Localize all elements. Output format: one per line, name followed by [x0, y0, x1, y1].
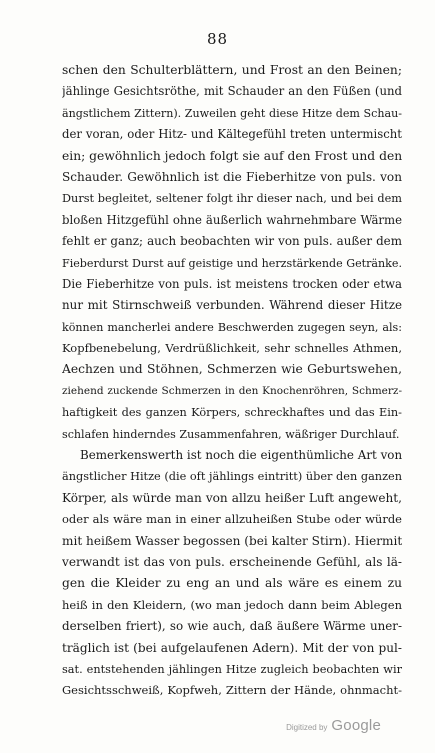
text-line: heiß in den Kleidern, (wo man jedoch dann beim Ablegen: [62, 597, 402, 612]
text-line: Bemerkenswerth ist noch die eigenthümliche Art von: [80, 448, 402, 463]
text-line: Gesichtsschweiß, Kopfweh, Zittern der Hände, ohnmacht-: [62, 683, 402, 698]
digitization-watermark: [286, 717, 381, 734]
text-line: ängstlicher Hitze (die oft jählings eintritt) über den ganzen: [62, 470, 402, 484]
text-line: Aechzen und Stöhnen, Schmerzen wie Geburtswehen,: [62, 362, 402, 377]
google-logo: Google: [331, 717, 381, 734]
text-line: ziehend zuckende Schmerzen in den Knochenröhren, Schmerz-: [62, 384, 402, 397]
text-line: Fieberdurst Durst auf geistige und herzstärkende Getränke.: [62, 256, 402, 270]
text-line: fehlt er ganz; auch beobachten wir von puls. außer dem: [62, 234, 402, 249]
text-line: Kopfbenebelung, Verdrüßlichkeit, sehr schnelles Athmen,: [62, 341, 402, 356]
text-line: Schauder. Gewöhnlich ist die Fieberhitze von puls. von: [62, 169, 402, 184]
text-line: derselben friert), so wie auch, daß äußere Wärme uner-: [62, 619, 402, 634]
text-line: Die Fieberhitze von puls. ist meistens trocken oder etwa: [62, 276, 402, 291]
body-text: [62, 60, 402, 702]
text-line: sat. entstehenden jählingen Hitze zugleich beobachten wir: [62, 662, 402, 676]
text-line: gen die Kleider zu eng an und als wäre es einem zu: [62, 576, 402, 591]
text-line: mit heißem Wasser begossen (bei kalter Stirn). Hiermit: [62, 533, 402, 548]
text-line: der voran, oder Hitz- und Kältegefühl treten untermischt: [62, 127, 402, 142]
text-line: schlafen hinderndes Zusammenfahren, wäßriger Durchlauf.: [62, 427, 400, 441]
text-line: ein; gewöhnlich jedoch folgt sie auf den Frost und den: [62, 148, 402, 163]
text-line: bloßen Hitzgefühl ohne äußerlich wahrnehmbare Wärme: [62, 212, 402, 227]
text-line: jählinge Gesichtsröthe, mit Schauder an den Füßen (und: [62, 84, 402, 99]
text-line: Durst begleitet, seltener folgt ihr dieser nach, und bei dem: [62, 192, 402, 206]
text-line: Körper, als würde man von allzu heißer Luft angeweht,: [62, 490, 402, 505]
page-number-text: 88: [206, 30, 229, 48]
page-number: [0, 30, 435, 48]
text-line: haftigkeit des ganzen Körpers, schreckhaftes und das Ein-: [62, 406, 402, 420]
watermark-prefix: Digitized by: [286, 723, 328, 732]
text-line: träglich ist (bei aufgelaufenen Adern). Mit der von pul-: [62, 640, 402, 655]
text-line: schen den Schulterblättern, und Frost an den Beinen;: [62, 63, 402, 77]
text-line: können mancherlei andere Beschwerden zugegen seyn, als:: [62, 320, 402, 334]
text-line: nur mit Stirnschweiß verbunden. Während dieser Hitze: [62, 298, 402, 313]
text-line: oder als wäre man in einer allzuheißen Stube oder würde: [62, 512, 402, 527]
text-line: verwandt ist das von puls. erscheinende Gefühl, als lä-: [62, 554, 402, 569]
text-line: ängstlichem Zittern). Zuweilen geht diese Hitze dem Schau-: [62, 106, 402, 120]
